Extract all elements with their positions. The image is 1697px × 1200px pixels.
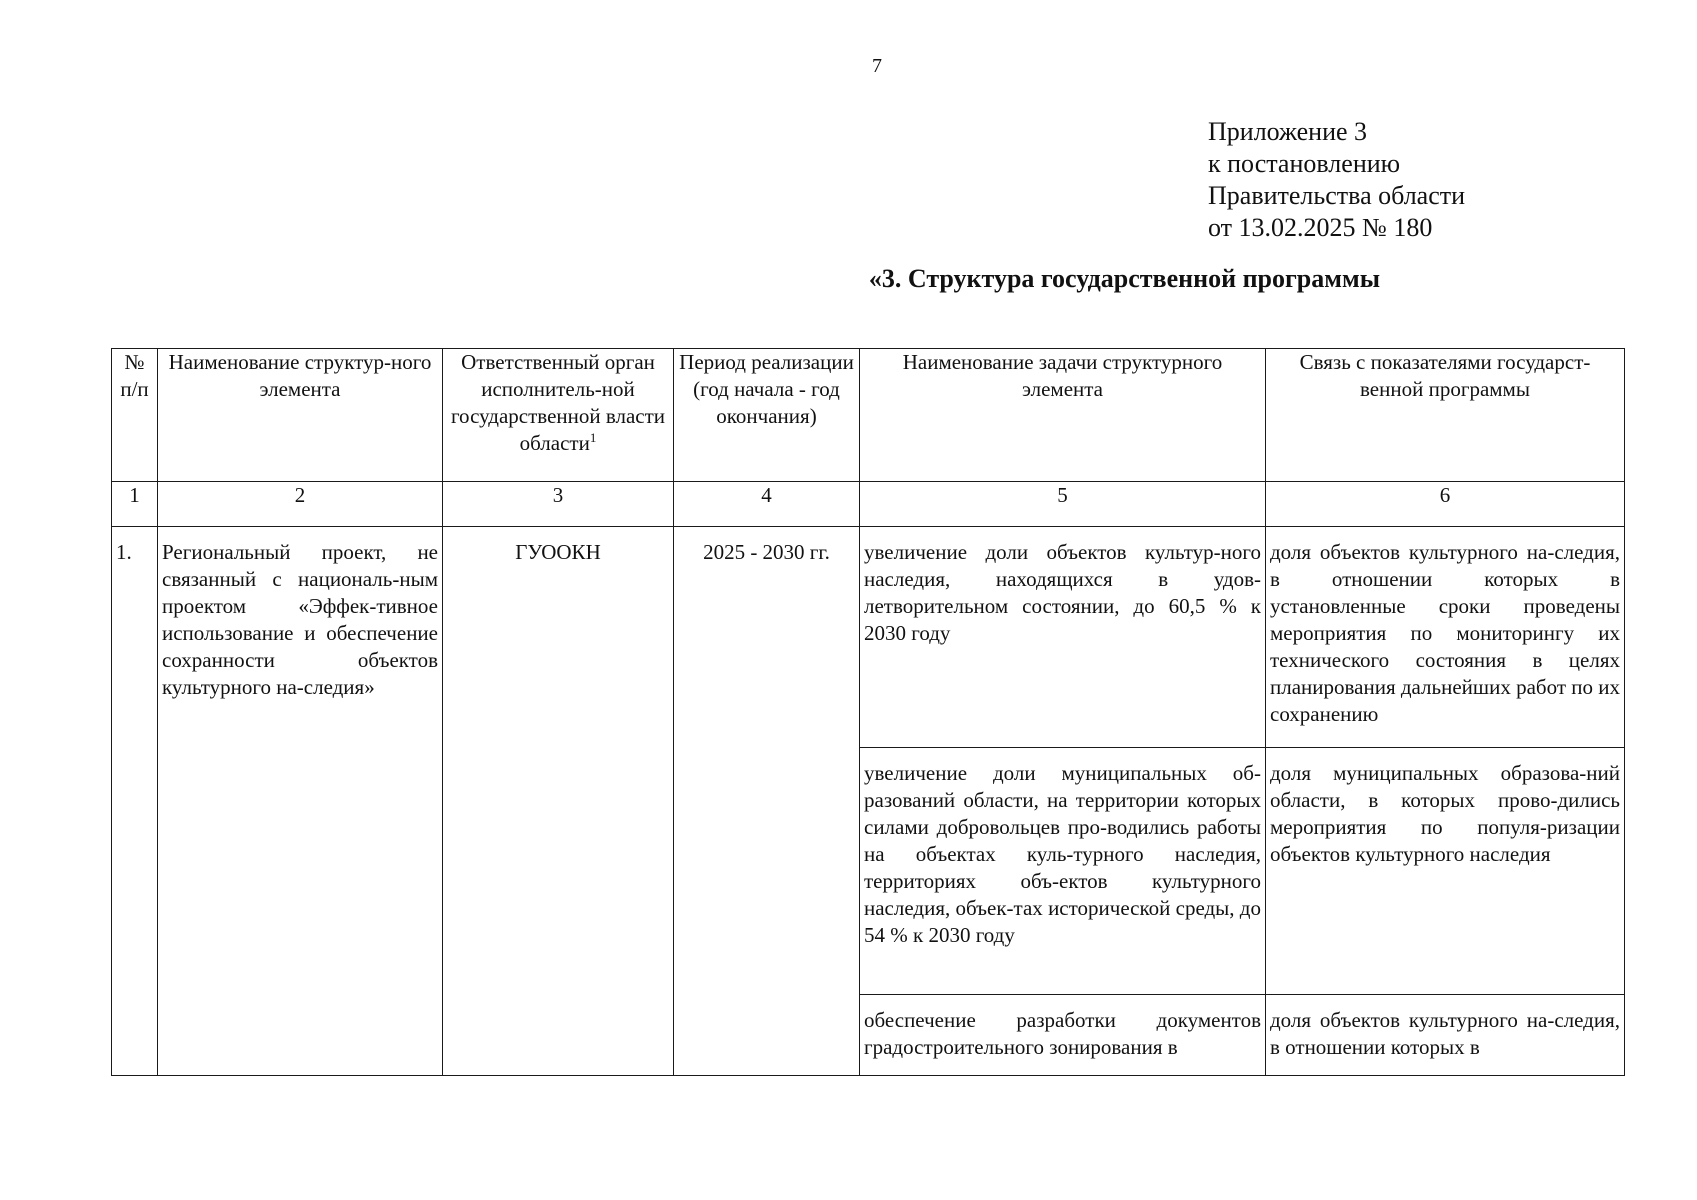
table-header-row — [112, 349, 1625, 482]
header-task-name: Наименование задачи структурного элемента — [860, 349, 1266, 482]
responsible-organ: ГУООКН — [443, 527, 674, 1076]
appendix-line-4: от 13.02.2025 № 180 — [1208, 213, 1433, 242]
column-number: 4 — [674, 482, 860, 527]
header-element-name: Наименование структур-ного элемента — [158, 349, 443, 482]
footnote-marker: 1 — [589, 430, 597, 445]
column-number: 2 — [158, 482, 443, 527]
header-indicators: Связь с показателями государст-венной программы — [1266, 349, 1625, 482]
task-cell: увеличение доли муниципальных об-разований области, на территории которых силами добровольцев про-водились работы на объектах куль-турного наследия, территориях объ-ектов культурного наследия, объек-тах исторической среды, до 54 % к 2030 году — [860, 748, 1266, 995]
header-period: Период реализации (год начала - год окончания) — [674, 349, 860, 482]
header-responsible-organ — [443, 349, 674, 482]
structural-element-name: Региональный проект, не связанный с националь-ным проектом «Эффек-тивное использование и обеспечение сохранности объектов культурного на-следия» — [158, 527, 443, 1076]
task-cell: увеличение доли объектов культур-ного наследия, находящихся в удов-летворительном состоянии, до 60,5 % к 2030 году — [860, 527, 1266, 748]
indicator-cell: доля объектов культурного на-следия, в отношении которых в — [1266, 995, 1625, 1076]
page-number: 7 — [872, 55, 882, 77]
indicator-cell: доля объектов культурного на-следия, в отношении которых в установленные сроки проведены мероприятия по мониторингу их технического состояния в целях планирования дальнейших работ по их сохранению — [1266, 527, 1625, 748]
column-number: 5 — [860, 482, 1266, 527]
indicator-cell: доля муниципальных образова-ний области, в которых прово-дились мероприятия по популя-ризации объектов культурного наследия — [1266, 748, 1625, 995]
column-number: 6 — [1266, 482, 1625, 527]
appendix-line-3: Правительства области — [1208, 181, 1466, 210]
row-number: 1. — [112, 527, 158, 1076]
structure-table — [111, 348, 1625, 1076]
table-row — [112, 527, 1625, 748]
task-cell: обеспечение разработки документов градостроительного зонирования в — [860, 995, 1266, 1076]
document-title: «3. Структура государственной программы — [868, 264, 1380, 293]
column-number-row — [112, 482, 1625, 527]
appendix-line-1: Приложение 3 — [1208, 117, 1368, 146]
column-number: 3 — [443, 482, 674, 527]
appendix-block — [1208, 116, 1465, 244]
appendix-line-2: к постановлению — [1208, 149, 1401, 178]
column-number: 1 — [112, 482, 158, 527]
header-responsible-organ-text: Ответственный орган исполнитель-ной государственной власти области — [450, 350, 666, 455]
implementation-period: 2025 - 2030 гг. — [674, 527, 860, 1076]
header-number: № п/п — [112, 349, 158, 482]
